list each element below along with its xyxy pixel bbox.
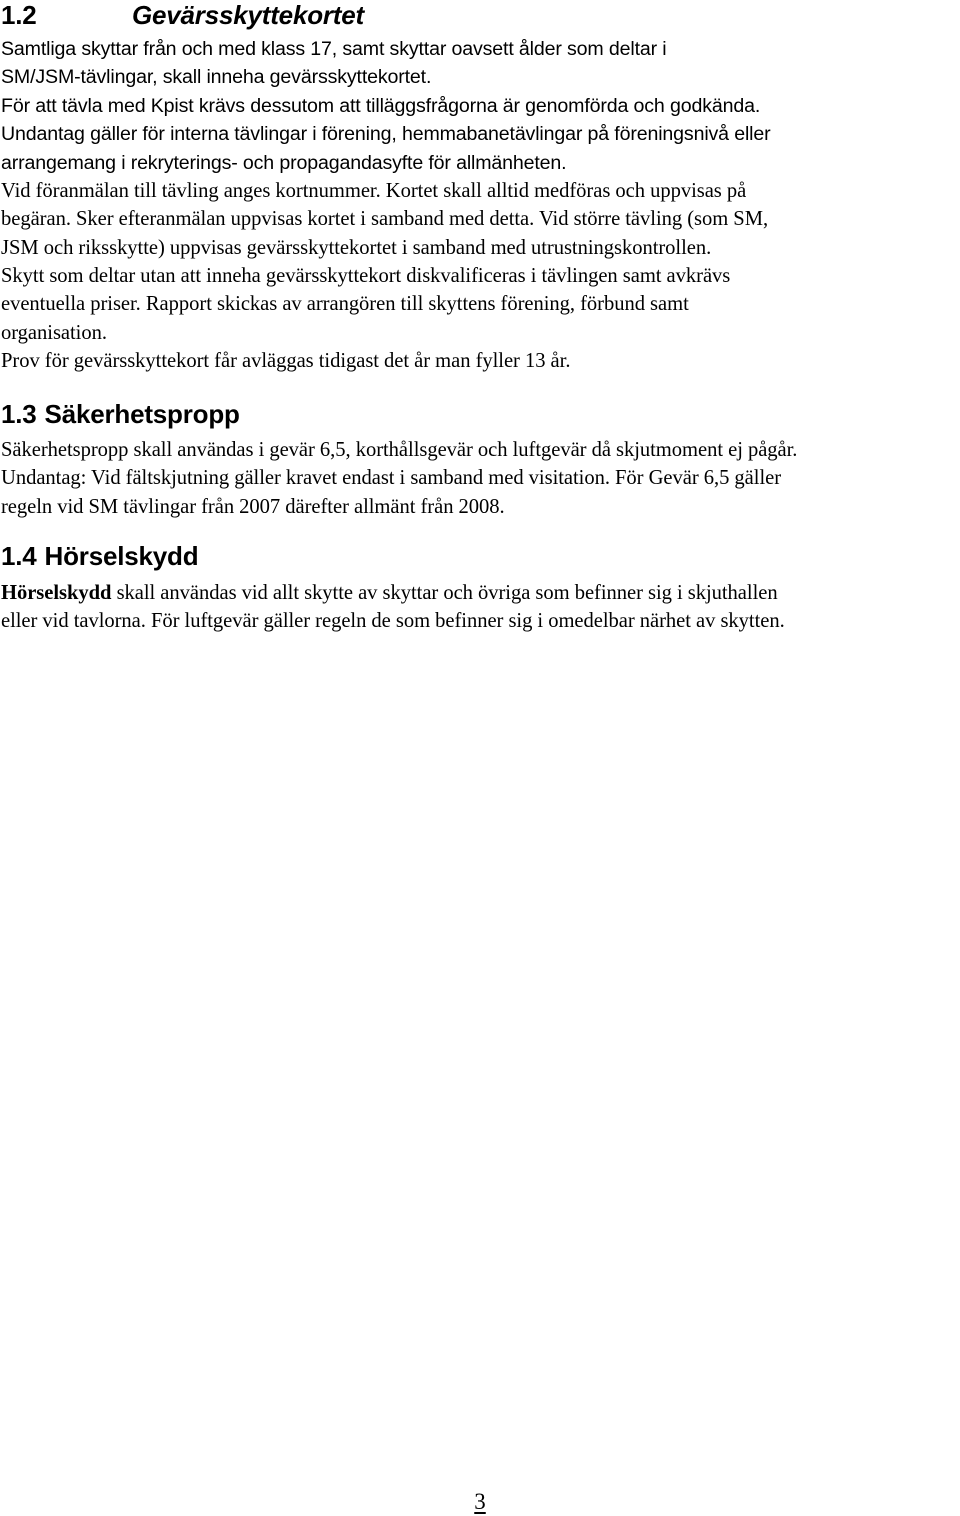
paragraph-line: JSM och riksskytte) uppvisas gevärsskyttekortet i samband med utrustningskontrollen. [1, 236, 712, 259]
section-number: 1.3 [1, 399, 37, 430]
paragraph-line: Undantag gäller för interna tävlingar i förening, hemmabanetävlingar på föreningsnivå eller [1, 123, 771, 146]
section-title: Gevärsskyttekortet [132, 0, 364, 30]
paragraph-line: eller vid tavlorna. För luftgevär gäller regeln de som befinner sig i omedelbar närhet av skytten. [1, 610, 785, 633]
section-title: Hörselskydd [44, 541, 199, 571]
paragraph-line: Vid föranmälan till tävling anges kortnummer. Kortet skall alltid medföras och uppvisas på [1, 180, 747, 203]
paragraph-line: organisation. [1, 321, 107, 344]
bold-term: Hörselskydd [1, 582, 112, 604]
paragraph-line: För att tävla med Kpist krävs dessutom att tilläggsfrågorna är genomförda och godkända. [1, 94, 761, 117]
section-heading [1, 0, 956, 30]
paragraph-line: Säkerhetspropp skall användas i gevär 6,5, korthållsgevär och luftgevär då skjutmoment ej pågår. [1, 439, 798, 462]
line-text: skall användas vid allt skytte av skyttar och övriga som befinner sig i skjuthallen [111, 582, 778, 604]
section-gevarsskyttekortet [1, 0, 956, 375]
section-title: Säkerhetspropp [44, 399, 240, 430]
paragraph-line: Undantag: Vid fältskjutning gäller kravet endast i samband med visitation. För Gevär 6,5 gäller [1, 467, 782, 490]
section-heading [1, 541, 956, 571]
paragraph-line: Prov för gevärsskyttekort får avläggas tidigast det år man fyller 13 år. [1, 349, 571, 372]
section-sakerhetspropp [1, 399, 956, 521]
section-horselskydd [1, 541, 956, 636]
section-heading [1, 399, 956, 429]
section-body [1, 35, 956, 375]
page-content [1, 0, 956, 636]
paragraph-line: arrangemang i rekryterings- och propagandasyfte för allmänheten. [1, 151, 567, 174]
page-number-text: 3 [474, 1489, 486, 1514]
paragraph-line [1, 579, 956, 607]
paragraph-line: regeln vid SM tävlingar från 2007 därefter allmänt från 2008. [1, 495, 505, 518]
paragraph-line: begäran. Sker efteranmälan uppvisas kortet i samband med detta. Vid större tävling (som SM, [1, 208, 769, 231]
paragraph-line: Skytt som deltar utan att inneha gevärsskyttekort diskvalificeras i tävlingen samt avkrävs [1, 264, 731, 287]
section-number: 1.4 [1, 541, 37, 571]
paragraph-line: Samtliga skyttar från och med klass 17, samt skyttar oavsett ålder som deltar i [1, 38, 667, 60]
section-body [1, 579, 956, 636]
page-number [0, 1488, 960, 1516]
paragraph-line: SM/JSM-tävlingar, skall inneha gevärsskyttekortet. [1, 66, 432, 89]
section-number: 1.2 [1, 0, 37, 30]
section-body [1, 436, 956, 521]
paragraph-line: eventuella priser. Rapport skickas av arrangören till skyttens förening, förbund samt [1, 293, 689, 316]
